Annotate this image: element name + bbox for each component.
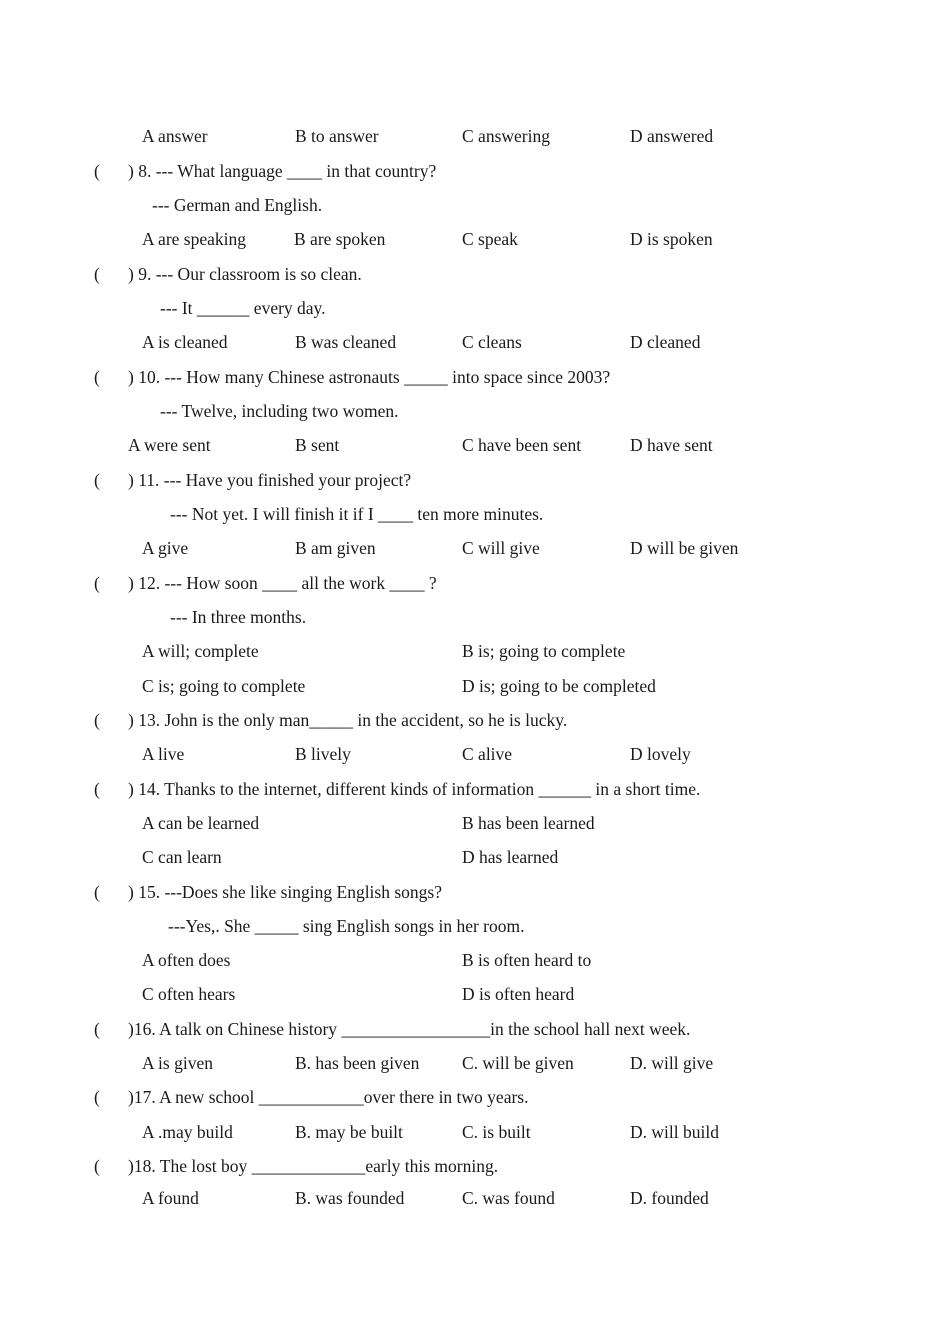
question-18-options (0, 1185, 950, 1211)
question-text: ) 9. --- Our classroom is so clean. (128, 264, 362, 284)
question-text: ) 8. --- What language ____ in that country? (128, 161, 437, 181)
item-7-options (0, 123, 950, 149)
question-12 (0, 570, 950, 596)
option-c: C will give (462, 538, 540, 558)
option-c: C answering (462, 126, 550, 146)
option-c: C have been sent (462, 435, 582, 455)
answer-paren: ( (94, 1087, 100, 1107)
option-c: C cleans (462, 332, 522, 352)
question-text: )17. A new school ____________over there in two years. (128, 1087, 529, 1107)
option-b: B has been learned (462, 813, 595, 833)
answer-paren: ( (94, 264, 100, 284)
answer-paren: ( (94, 1019, 100, 1039)
reply-text: --- Not yet. I will finish it if I ____ ten more minutes. (170, 504, 544, 524)
question-17-options (0, 1119, 950, 1145)
option-d: D. will build (630, 1122, 719, 1142)
question-15-reply (0, 913, 950, 939)
question-9-reply (0, 295, 950, 321)
question-11 (0, 467, 950, 493)
question-14-options-row2 (0, 844, 950, 870)
option-b: B. was founded (295, 1188, 405, 1208)
question-17 (0, 1084, 950, 1110)
question-11-options (0, 535, 950, 561)
reply-text: --- It ______ every day. (160, 298, 326, 318)
answer-paren: ( (94, 779, 100, 799)
option-c: C speak (462, 229, 518, 249)
option-a: A .may build (142, 1122, 233, 1142)
option-b: B am given (295, 538, 376, 558)
option-c: C often hears (142, 984, 236, 1004)
question-8-reply (0, 192, 950, 218)
option-d: D is; going to be completed (462, 676, 656, 696)
option-b: B is; going to complete (462, 641, 626, 661)
option-d: D is often heard (462, 984, 575, 1004)
option-d: D cleaned (630, 332, 701, 352)
reply-text: --- Twelve, including two women. (160, 401, 399, 421)
question-14-options-row1 (0, 810, 950, 836)
answer-paren: ( (94, 1156, 100, 1176)
option-b: B lively (295, 744, 351, 764)
option-a: A are speaking (142, 229, 246, 249)
question-13-options (0, 741, 950, 767)
option-d: D answered (630, 126, 714, 146)
option-b: B. may be built (295, 1122, 403, 1142)
question-15-options-row1 (0, 947, 950, 973)
option-a: A give (142, 538, 189, 558)
option-a: A live (142, 744, 185, 764)
answer-paren: ( (94, 161, 100, 181)
option-b: B is often heard to (462, 950, 592, 970)
option-a: A is cleaned (142, 332, 228, 352)
option-c: C. will be given (462, 1053, 574, 1073)
answer-paren: ( (94, 710, 100, 730)
reply-text: --- German and English. (152, 195, 323, 215)
option-d: D is spoken (630, 229, 713, 249)
option-a: A found (142, 1188, 199, 1208)
option-a: A will; complete (142, 641, 259, 661)
question-text: )16. A talk on Chinese history _________________in the school hall next week. (128, 1019, 691, 1039)
question-12-options-row2 (0, 673, 950, 699)
question-10 (0, 364, 950, 390)
question-13 (0, 707, 950, 733)
question-16 (0, 1016, 950, 1042)
answer-paren: ( (94, 882, 100, 902)
reply-text: --- In three months. (170, 607, 307, 627)
option-a: A answer (142, 126, 208, 146)
reply-text: ---Yes,. She _____ sing English songs in her room. (168, 916, 525, 936)
question-14 (0, 776, 950, 802)
question-8-options (0, 226, 950, 252)
answer-paren: ( (94, 470, 100, 490)
option-d: D have sent (630, 435, 713, 455)
answer-paren: ( (94, 367, 100, 387)
option-a: A were sent (128, 435, 211, 455)
option-b: B to answer (295, 126, 379, 146)
question-text: ) 12. --- How soon ____ all the work ____ ? (128, 573, 437, 593)
question-11-reply (0, 501, 950, 527)
option-c: C is; going to complete (142, 676, 306, 696)
question-text: ) 10. --- How many Chinese astronauts _____ into space since 2003? (128, 367, 611, 387)
option-c: C alive (462, 744, 513, 764)
option-d: D will be given (630, 538, 739, 558)
answer-paren: ( (94, 573, 100, 593)
option-d: D. founded (630, 1188, 709, 1208)
question-10-reply (0, 398, 950, 424)
option-d: D lovely (630, 744, 691, 764)
question-8 (0, 158, 950, 184)
question-10-options (0, 432, 950, 458)
option-a: A can be learned (142, 813, 260, 833)
question-15-options-row2 (0, 981, 950, 1007)
option-c: C. is built (462, 1122, 531, 1142)
question-18 (0, 1153, 950, 1179)
option-d: D. will give (630, 1053, 714, 1073)
question-text: ) 14. Thanks to the internet, different kinds of information ______ in a short time. (128, 779, 701, 799)
option-b: B are spoken (294, 229, 386, 249)
option-b: B sent (295, 435, 340, 455)
question-text: ) 15. ---Does she like singing English songs? (128, 882, 442, 902)
option-c: C. was found (462, 1188, 555, 1208)
question-16-options (0, 1050, 950, 1076)
question-text: )18. The lost boy _____________early this morning. (128, 1156, 499, 1176)
option-b: B. has been given (295, 1053, 420, 1073)
option-a: A is given (142, 1053, 213, 1073)
question-9 (0, 261, 950, 287)
question-12-options-row1 (0, 638, 950, 664)
question-9-options (0, 329, 950, 355)
option-c: C can learn (142, 847, 222, 867)
option-b: B was cleaned (295, 332, 397, 352)
question-15 (0, 879, 950, 905)
option-a: A often does (142, 950, 231, 970)
question-text: ) 11. --- Have you finished your project? (128, 470, 412, 490)
question-12-reply (0, 604, 950, 630)
option-d: D has learned (462, 847, 559, 867)
question-text: ) 13. John is the only man_____ in the accident, so he is lucky. (128, 710, 568, 730)
